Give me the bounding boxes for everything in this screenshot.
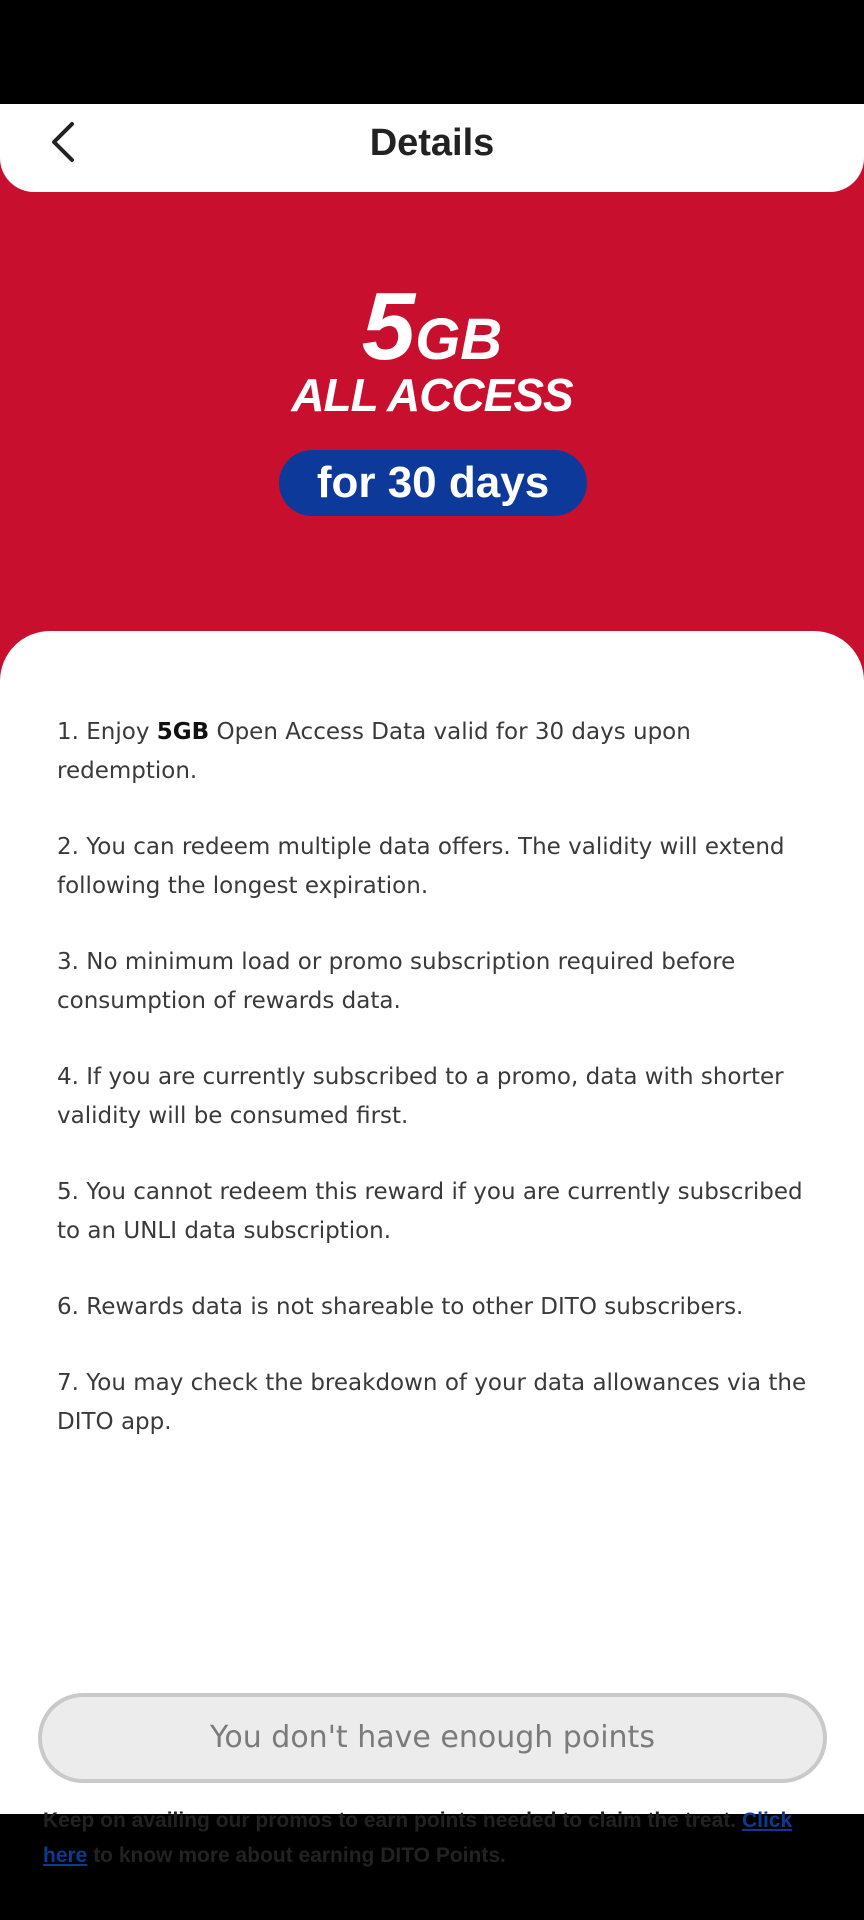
term-item <box>57 713 807 791</box>
term-text: 1. Enjoy <box>57 719 157 745</box>
footer-text-before: Keep on availing our promos to earn points needed to claim the treat. <box>43 1809 742 1832</box>
status-bar <box>0 0 864 104</box>
term-item <box>57 1364 807 1442</box>
promo-validity-pill: for 30 days <box>279 450 587 516</box>
promo-type: ALL ACCESS <box>291 369 573 421</box>
term-item <box>57 1058 807 1136</box>
term-text: 2. You can redeem multiple data offers. The validity will extend following the longest expiration. <box>57 834 785 899</box>
term-item <box>57 1288 807 1327</box>
promo-size-number: 5 <box>361 273 414 380</box>
term-text: 3. No minimum load or promo subscription required before consumption of rewards data. <box>57 949 736 1014</box>
term-highlight: 5GB <box>156 719 210 745</box>
app-header <box>0 104 864 192</box>
details-screen <box>0 104 864 1867</box>
term-item <box>57 943 807 1021</box>
term-text: 6. Rewards data is not shareable to other DITO subscribers. <box>57 1294 744 1320</box>
term-text: 7. You may check the breakdown of your data allowances via the DITO app. <box>57 1370 807 1435</box>
term-text: Open Access Data valid for 30 days upon redemption. <box>57 719 691 784</box>
page-title: Details <box>369 122 495 164</box>
promo-banner <box>0 104 864 704</box>
promo-size-unit: GB <box>415 307 503 372</box>
term-item <box>57 1173 807 1251</box>
footer-text-after: to know more about earning DITO Points. <box>87 1844 506 1867</box>
earn-points-note <box>43 1803 833 1873</box>
promo-size <box>0 272 864 382</box>
click-here-link[interactable]: Click here <box>43 1809 793 1867</box>
term-text: 4. If you are currently subscribed to a promo, data with shorter validity will be consumed first. <box>57 1064 784 1129</box>
redeem-button[interactable]: You don't have enough points <box>38 1693 827 1783</box>
term-item <box>57 828 807 906</box>
terms-list <box>57 713 807 1479</box>
details-card <box>0 631 864 1867</box>
term-text: 5. You cannot redeem this reward if you are currently subscribed to an UNLI data subscription. <box>57 1179 803 1244</box>
